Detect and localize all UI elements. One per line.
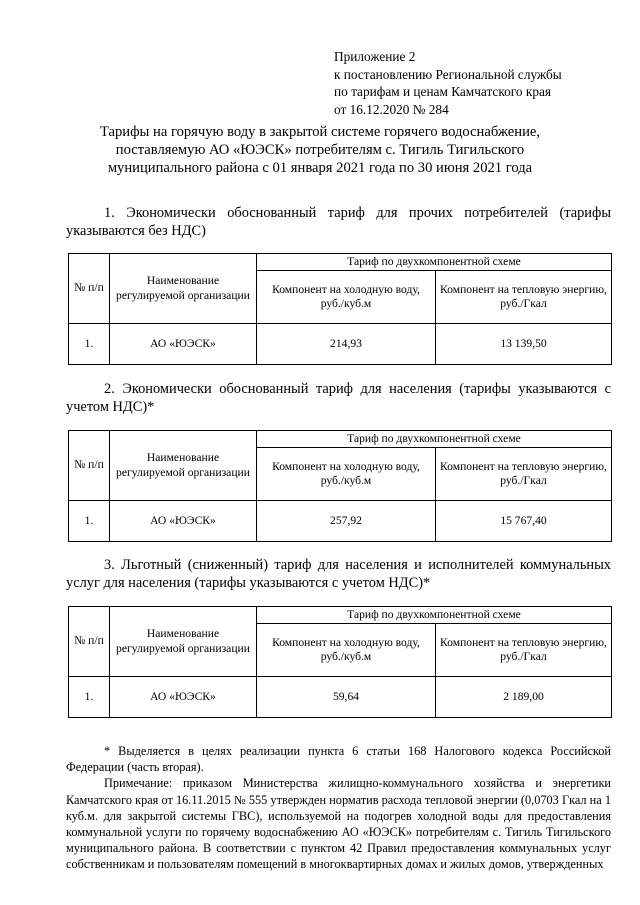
section-heading-1	[66, 205, 611, 241]
cell-heat: 2 189,00	[436, 677, 612, 718]
tariff-table-2	[68, 430, 612, 542]
cell-cold: 257,92	[257, 501, 436, 542]
cell-org: АО «ЮЭСК»	[110, 501, 257, 542]
header-cold: Компонент на холодную воду, руб./куб.м	[257, 271, 436, 324]
tariff-table-1	[68, 253, 612, 365]
section-heading-line: услуг для населения (тарифы указываются с учетом НДС)*	[66, 574, 431, 591]
cell-cold: 214,93	[257, 324, 436, 365]
footnote-block	[66, 743, 611, 873]
header-heat: Компонент на тепловую энергию, руб./Гкал	[436, 271, 612, 324]
appendix-line: по тарифам и ценам Камчатского края	[334, 84, 551, 99]
header-num: № п/п	[69, 607, 110, 677]
header-org: Наименование регулируемой организации	[110, 254, 257, 324]
document-title	[80, 124, 560, 177]
header-heat: Компонент на тепловую энергию, руб./Гкал	[436, 448, 612, 501]
header-org: Наименование регулируемой организации	[110, 431, 257, 501]
section-heading-line: указываются без НДС)	[66, 222, 206, 239]
cell-num: 1.	[69, 501, 110, 542]
appendix-line: к постановлению Региональной службы	[334, 66, 562, 82]
title-line: муниципального района с 01 января 2021 года по 30 июня 2021 года	[107, 159, 533, 176]
footnote-asterisk: * Выделяется в целях реализации пункта 6 статьи 168 Налогового кодекса Российской Федерации (часть вторая).	[66, 744, 611, 775]
header-org: Наименование регулируемой организации	[110, 607, 257, 677]
header-num: № п/п	[69, 254, 110, 324]
section-heading-line: 1. Экономически обоснованный тариф для прочих потребителей (тарифы	[104, 205, 611, 221]
header-cold: Компонент на холодную воду, руб./куб.м	[257, 448, 436, 501]
header-scheme: Тариф по двухкомпонентной схеме	[257, 431, 612, 448]
cell-cold: 59,64	[257, 677, 436, 718]
footnote-note: Примечание: приказом Министерства жилищно-коммунального хозяйства и энергетики Камчатского края от 16.11.2015 № 555 утвержден норматив расхода тепловой энергии (0,0703 Гкал на 1 куб.м. для закрытой системы ГВС), используемой на подогрев холодной воды для предоставления коммунальной услуги по горячему водоснабжению АО «ЮЭСК» потребителям с. Тигиль Тигильского муниципального района. В соответствии с пунктом 42 Правил предоставления коммунальных услуг собственникам и пользователям помещений в многоквартирных домах и жилых домов, утвержденных	[66, 776, 611, 872]
appendix-line: от 16.12.2020 № 284	[334, 101, 449, 117]
table-row	[69, 677, 612, 718]
appendix-block	[334, 48, 624, 118]
cell-org: АО «ЮЭСК»	[110, 324, 257, 365]
cell-num: 1.	[69, 677, 110, 718]
cell-heat: 13 139,50	[436, 324, 612, 365]
tariff-table-3	[68, 606, 612, 718]
header-scheme: Тариф по двухкомпонентной схеме	[257, 254, 612, 271]
cell-num: 1.	[69, 324, 110, 365]
header-scheme: Тариф по двухкомпонентной схеме	[257, 607, 612, 624]
cell-heat: 15 767,40	[436, 501, 612, 542]
header-num: № п/п	[69, 431, 110, 501]
section-heading-3	[66, 557, 611, 593]
table-row	[69, 501, 612, 542]
cell-org: АО «ЮЭСК»	[110, 677, 257, 718]
title-line: поставляемую АО «ЮЭСК» потребителям с. Тигиль Тигильского	[115, 141, 525, 158]
header-heat: Компонент на тепловую энергию, руб./Гкал	[436, 624, 612, 677]
section-heading-2	[66, 381, 611, 417]
section-heading-line: учетом НДС)*	[66, 398, 155, 415]
section-heading-line: 2. Экономически обоснованный тариф для населения (тарифы указываются с	[104, 381, 611, 397]
appendix-line: Приложение 2	[334, 49, 416, 64]
section-heading-line: 3. Льготный (сниженный) тариф для населения и исполнителей коммунальных	[104, 557, 611, 573]
title-line: Тарифы на горячую воду в закрытой системе горячего водоснабжение,	[99, 124, 541, 140]
table-row	[69, 324, 612, 365]
header-cold: Компонент на холодную воду, руб./куб.м	[257, 624, 436, 677]
